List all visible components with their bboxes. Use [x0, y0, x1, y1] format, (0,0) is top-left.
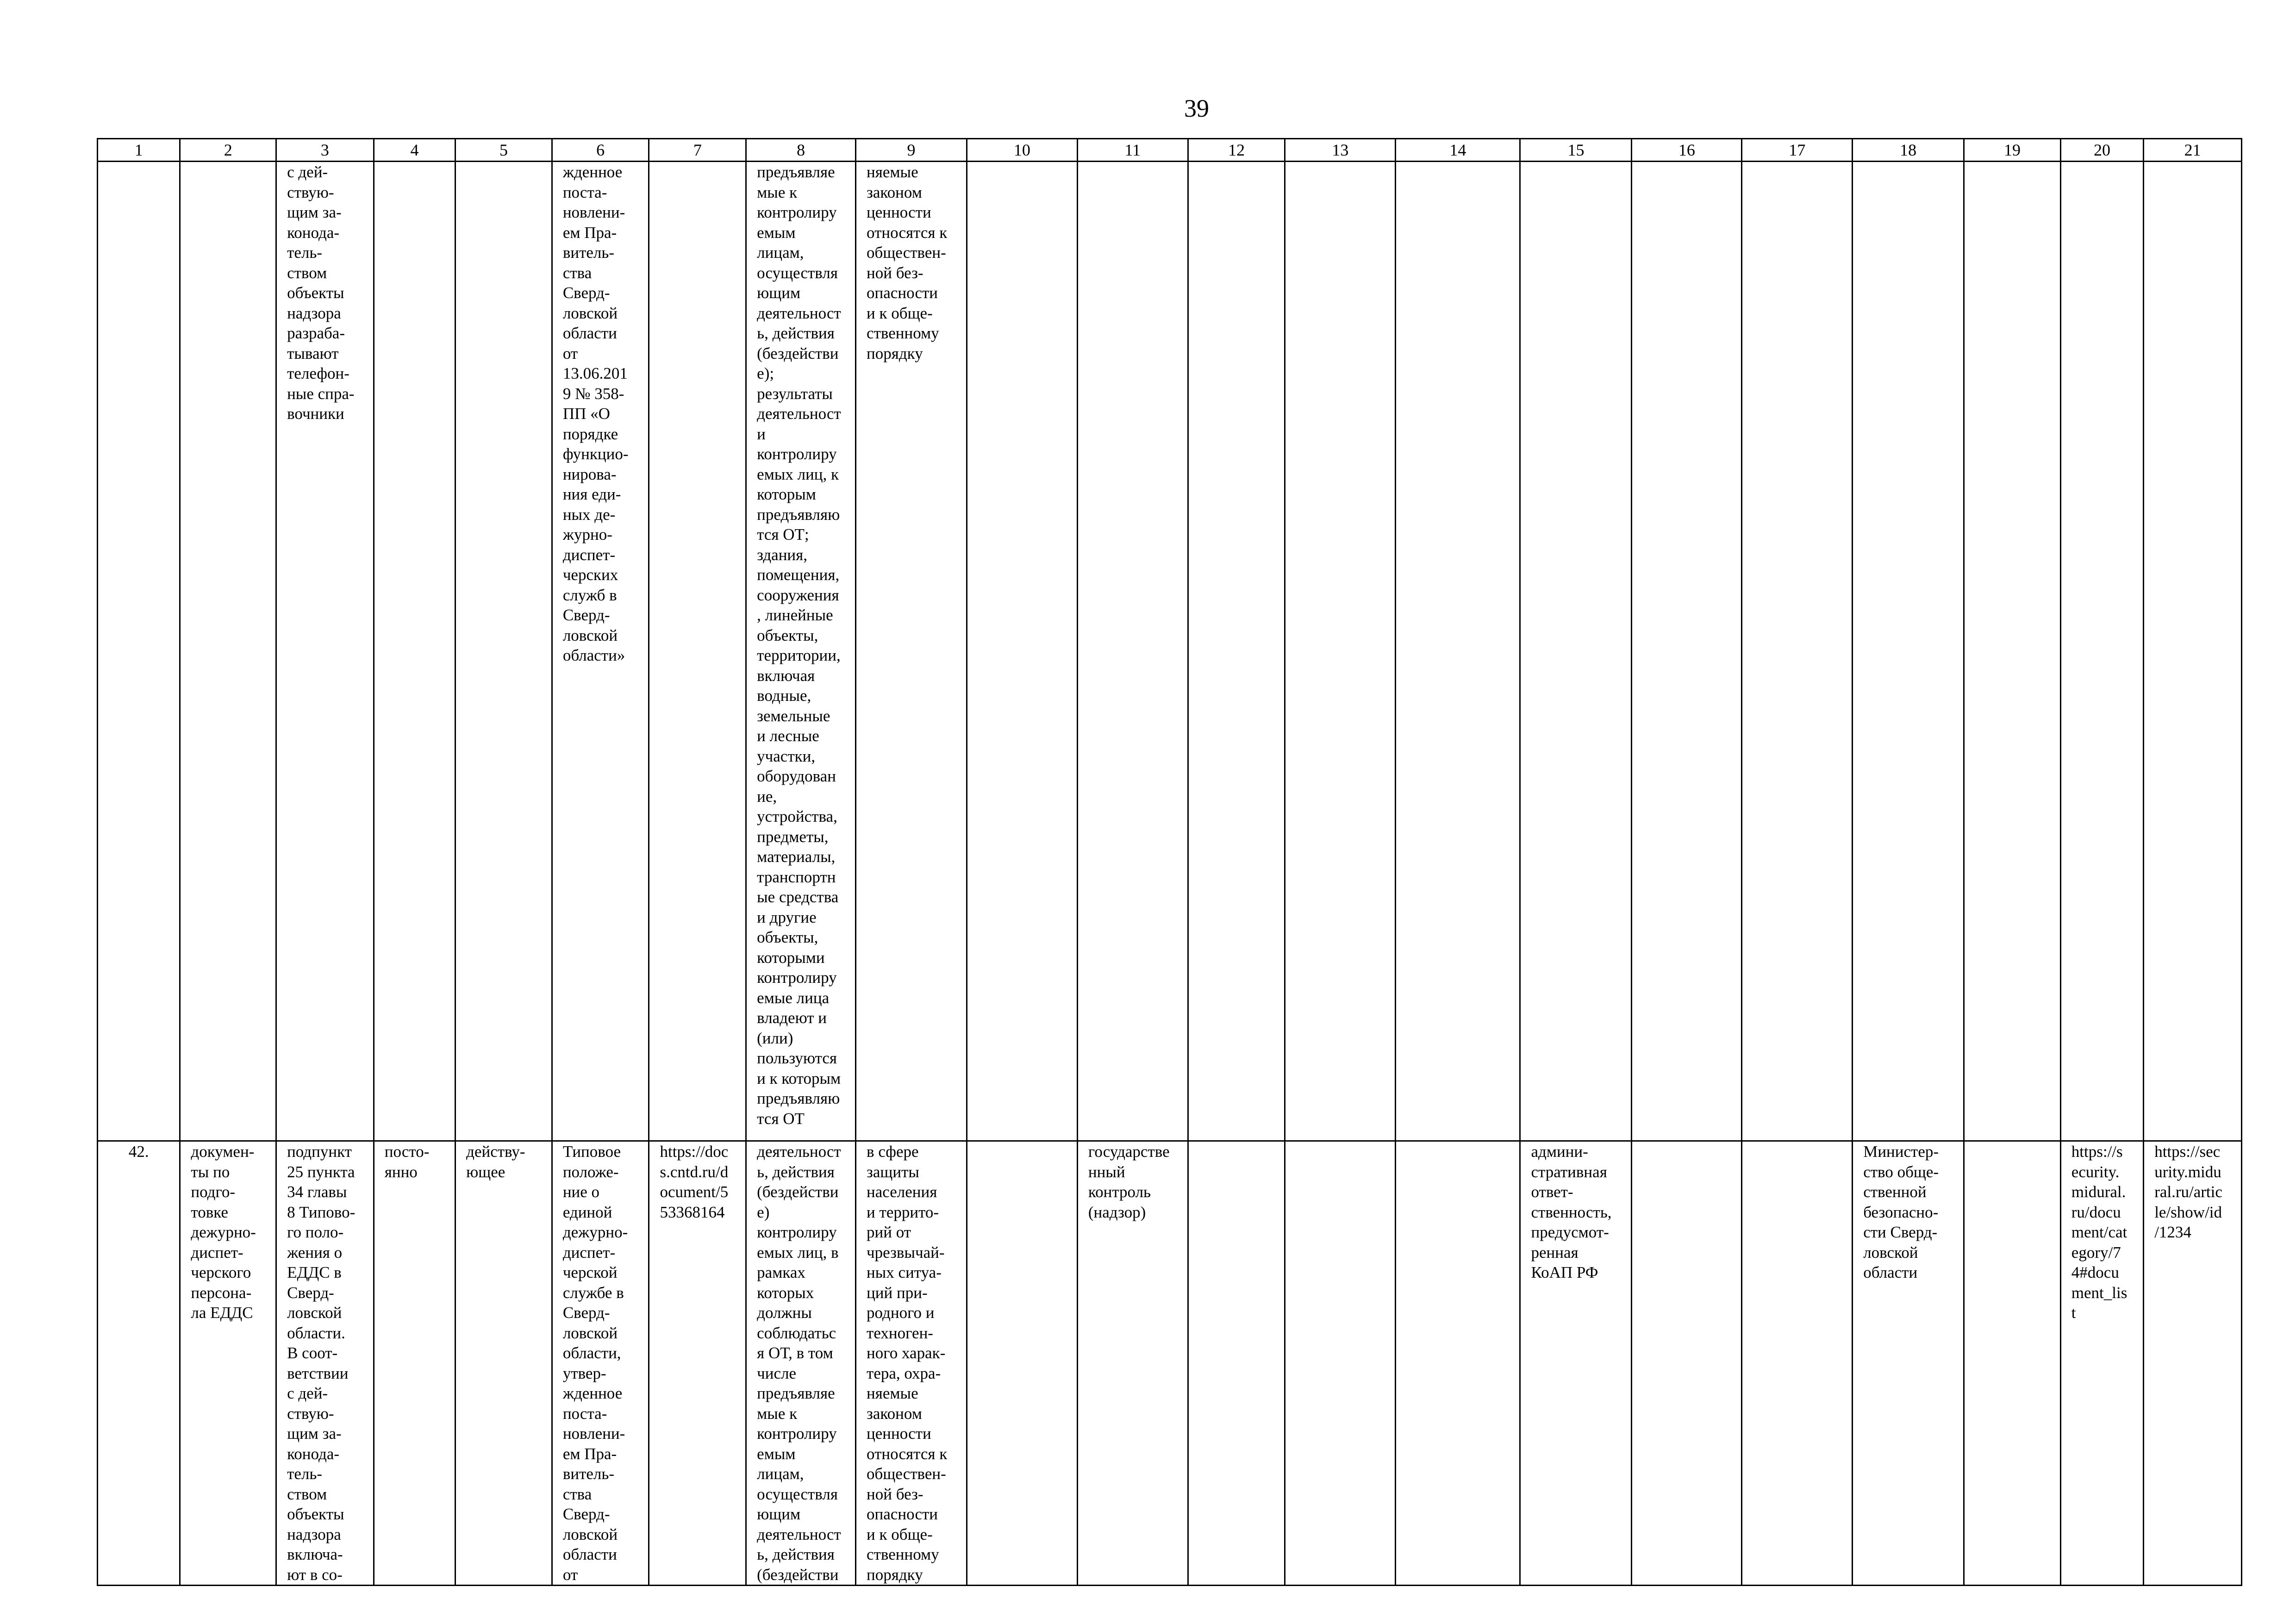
table-cell	[180, 162, 276, 1141]
table-cell	[1520, 162, 1632, 1141]
column-number: 10	[967, 139, 1077, 162]
table-cell	[1188, 162, 1285, 1141]
table-cell: действу- ющее	[455, 1141, 552, 1586]
column-number: 17	[1742, 139, 1853, 162]
table-cell: жденное поста- новлени- ем Пра- витель- ства Сверд- ловской области от 13.06.201 9 № 358- ПП «О порядке функцио- нирова- ния еди- ных де- журно- диспет- черских служб в Сверд- ловской области»	[552, 162, 649, 1141]
column-number: 16	[1632, 139, 1742, 162]
table-cell	[1632, 162, 1742, 1141]
table-cell: админи- стративная ответ- ственность, предусмот- ренная КоАП РФ	[1520, 1141, 1632, 1586]
table-cell	[1742, 162, 1853, 1141]
table-cell	[1742, 1141, 1853, 1586]
column-number: 6	[552, 139, 649, 162]
registry-table	[97, 138, 2242, 1586]
column-number: 13	[1285, 139, 1396, 162]
table-cell	[1285, 162, 1396, 1141]
table-cell: деятельност ь, действия (бездействи е) контролиру емых лиц, в рамках которых должны соблюдатьс я ОТ, в том числе предъявляе мые к контролиру емым лицам, осуществля ющим деятельност ь, действия (бездействи	[746, 1141, 856, 1586]
column-number: 11	[1077, 139, 1188, 162]
table-cell	[967, 1141, 1077, 1586]
table-cell: подпункт 25 пункта 34 главы 8 Типово- го поло- жения о ЕДДС в Сверд- ловской области. В соот- ветствии с дей- ствую- щим за- конода- тель- ством объекты надзора включа- ют в со-	[276, 1141, 374, 1586]
table-cell	[2060, 162, 2143, 1141]
table-cell	[374, 162, 455, 1141]
table-cell	[1396, 1141, 1520, 1586]
table-cell: в сфере защиты населения и террито- рий от чрезвычай- ных ситуа- ций при- родного и техноген- ного харак- тера, охра- няемые законом ценности относятся к обществен- ной без- опасности и к обще- ственному порядку	[856, 1141, 967, 1586]
table-cell	[1396, 162, 1520, 1141]
link-cell[interactable]: https://s ecurity. midural. ru/docu ment/cat egory/7 4#docu ment_lis t	[2060, 1141, 2143, 1586]
column-number: 7	[649, 139, 746, 162]
table-cell: с дей- ствую- щим за- конода- тель- ством объекты надзора разраба- тывают телефон- ные спра- вочники	[276, 162, 374, 1141]
column-number: 1	[98, 139, 180, 162]
table-row-42	[98, 1141, 2242, 1586]
table-cell	[455, 162, 552, 1141]
table-cell	[2144, 162, 2242, 1141]
table-cell: няемые законом ценности относятся к обществен- ной без- опасности и к обще- ственному порядку	[856, 162, 967, 1141]
table-cell: государстве нный контроль (надзор)	[1077, 1141, 1188, 1586]
table-cell	[967, 162, 1077, 1141]
table-cell	[649, 162, 746, 1141]
column-number: 14	[1396, 139, 1520, 162]
link-cell[interactable]: https://doc s.cntd.ru/d ocument/5 53368164	[649, 1141, 746, 1586]
table-cell	[1632, 1141, 1742, 1586]
column-number: 2	[180, 139, 276, 162]
column-number-row	[98, 139, 2242, 162]
column-number: 8	[746, 139, 856, 162]
link-cell[interactable]: https://sec urity.midu ral.ru/artic le/show/id /1234	[2144, 1141, 2242, 1586]
row-number-cell: 42.	[98, 1141, 180, 1586]
table-cell	[1077, 162, 1188, 1141]
column-number: 18	[1853, 139, 1964, 162]
column-number: 15	[1520, 139, 1632, 162]
table-cell: докумен- ты по подго- товке дежурно- диспет- черского персона- ла ЕДДС	[180, 1141, 276, 1586]
table-cell: посто- янно	[374, 1141, 455, 1586]
column-number: 19	[1964, 139, 2061, 162]
table-cell: Типовое положе- ние о единой дежурно- диспет- черской службе в Сверд- ловской области, утвер- жденное поста- новлени- ем Пра- витель- ства Сверд- ловской области от	[552, 1141, 649, 1586]
column-number: 3	[276, 139, 374, 162]
table-cell	[98, 162, 180, 1141]
table-cell	[1853, 162, 1964, 1141]
page-number: 39	[1184, 94, 1209, 122]
column-number: 21	[2144, 139, 2242, 162]
table-cell	[1964, 1141, 2061, 1586]
table-cell	[1188, 1141, 1285, 1586]
table-cell	[1964, 162, 2061, 1141]
column-number: 20	[2060, 139, 2143, 162]
table-cell: Министер- ство обще- ственной безопасно- сти Сверд- ловской области	[1853, 1141, 1964, 1586]
column-number: 12	[1188, 139, 1285, 162]
table-row-continued	[98, 162, 2242, 1141]
column-number: 4	[374, 139, 455, 162]
column-number: 9	[856, 139, 967, 162]
column-number: 5	[455, 139, 552, 162]
table-cell	[1285, 1141, 1396, 1586]
table-cell: предъявляе мые к контролиру емым лицам, осуществля ющим деятельност ь, действия (бездействи е); результаты деятельност и контролиру емых лиц, к которым предъявляю тся ОТ; здания, помещения, сооружения , линейные объекты, территории, включая водные, земельные и лесные участки, оборудован ие, устройства, предметы, материалы, транспортн ые средства и другие объекты, которыми контролиру емые лица владеют и (или) пользуются и к которым предъявляю тся ОТ	[746, 162, 856, 1141]
